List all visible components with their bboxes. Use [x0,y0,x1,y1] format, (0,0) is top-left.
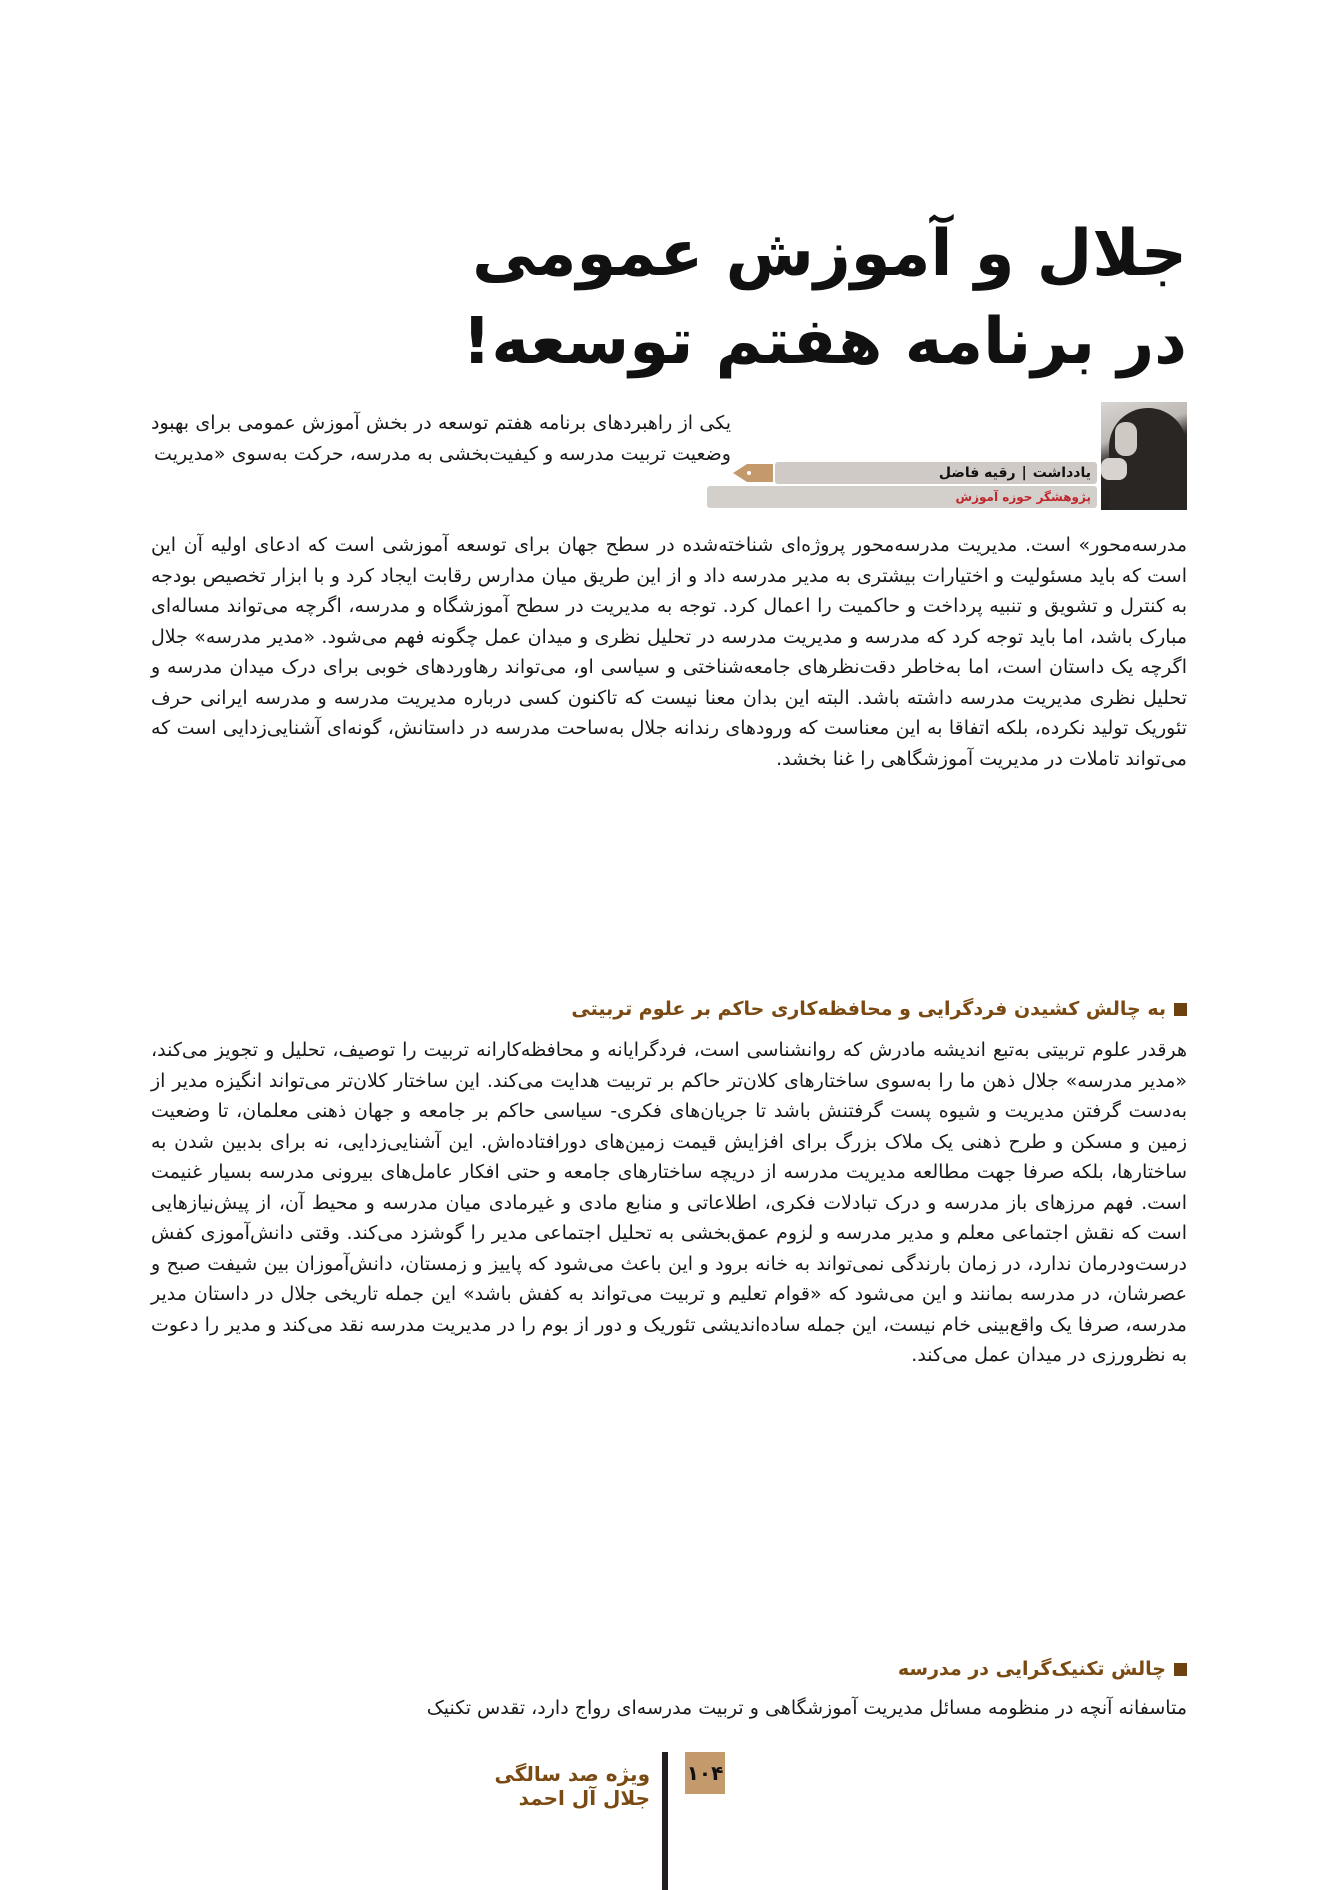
title-line-2: در برنامه هفتم توسعه! [462,305,1187,379]
square-bullet-icon [1174,1003,1187,1016]
photo-hand-shape [1101,458,1127,480]
series-label [470,1762,650,1810]
article-title [287,210,1187,386]
square-bullet-icon [1174,1663,1187,1676]
footer-divider [662,1752,668,1890]
section-heading-1-text: به چالش کشیدن فردگرایی و محافظه‌کاری حاکم بر علوم تربیتی [571,998,1166,1020]
pen-nib-icon [733,462,773,484]
page-number: ۱۰۴ [685,1752,725,1794]
author-photo [1101,402,1187,510]
byline-separator: | [1021,465,1027,481]
section-heading-1 [571,995,1187,1023]
author-role: پژوهشگر حوزه آموزش [707,486,1097,508]
intro-paragraph: یکی از راهبردهای برنامه هفتم توسعه در بخش آموزش عمومی برای بهبود وضعیت تربیت مدرسه و کیفیت‌بخشی به مدرسه، حرکت به‌سوی «مدیریت [151,412,731,465]
byline-bar [775,462,1097,484]
body-paragraph-1: مدرسه‌محور» است. مدیریت مدرسه‌محور پروژه‌ای شناخته‌شده در سطح جهان برای توسعه آموزشی است که ادعای اولیه آن این است که باید مسئولیت و اختیارات بیشتری به مدیر مدرسه داد و از این طریق میان مدارس رقابت ایجاد کرد و با ابزار تخصیص بودجه به کنترل و تشویق و تنبیه پرداخت و حاکمیت را اعمال کرد. توجه به مدیریت در سطح آموزشگاه و مدرسه، اگرچه می‌تواند مساله‌ای مبارک باشد، اما باید توجه کرد که مدرسه و مدیریت مدرسه در تحلیل نظری و میدان عمل چگونه فهم می‌شود. «مدیر مدرسه» جلال اگرچه یک داستان است، اما به‌خاطر دقت‌نظرهای جامعه‌شناختی و سیاسی او، می‌تواند رهاوردهای خوبی برای درک میدان مدرسه و تحلیل نظری مدیریت مدرسه داشته باشد. البته این بدان معنا نیست که تاکنون کسی درباره مدیریت مدرسه و مدرسه ایرانی حرف تئوریک تولید نکرده، بلکه اتفاقا به این معناست که ورودهای رندانه جلال به‌ساحت مدرسه در داستانش، گونه‌ای آشنایی‌زدایی است که می‌تواند تاملات در مدیریت آموزشگاهی را غنا بخشد. [151,534,1187,770]
section-heading-2 [898,1655,1187,1683]
byline-block [767,402,1187,510]
photo-face-shape [1115,422,1137,456]
title-line-1: جلال و آموزش عمومی [472,217,1187,291]
body-paragraph-3: متاسفانه آنچه در منظومه مسائل مدیریت آموزشگاهی و تربیت مدرسه‌ای رواج دارد، تقدس تکنیک [426,1697,1187,1719]
series-line-2: جلال آل احمد [518,1786,650,1810]
section-heading-2-text: چالش تکنیک‌گرایی در مدرسه [897,1658,1166,1680]
byline-label: یادداشت [1032,465,1091,481]
author-name: رقیه فاضل [938,465,1016,481]
body-paragraph-2: هرقدر علوم تربیتی به‌تبع اندیشه مادرش که روانشناسی است، فردگرایانه و محافظه‌کارانه تربیت را توصیف، تحلیل و تجویز می‌کند، «مدیر مدرسه» جلال ذهن ما را به‌سوی ساختارهای کلان‌تر حاکم بر تربیت هدایت می‌کند. این ساختار کلان‌تر می‌تواند انگیزه مدیر از به‌دست گرفتن مدیریت و شیوه پست گرفتنش باشد تا جریان‌های فکری- سیاسی حاکم بر جامعه و جهان ذهنی معلمان، تا وضعیت زمین و مسکن و طرح ذهنی یک ملاک بزرگ برای افزایش قیمت زمین‌های دورافتاده‌اش. این آشنایی‌زدایی، نه برای بدبین شدن به ساختارها، بلکه صرفا جهت مطالعه مدیریت مدرسه از دریچه ساختارهای جامعه و حتی افکار عامل‌های بیرونی مدرسه بسیار غنیمت است. فهم مرزهای باز مدرسه و درک تبادلات فکری، اطلاعاتی و منابع مادی و غیرمادی میان مدرسه و محیط آن، از پیش‌نیازهایی است که نقش اجتماعی معلم و مدیر مدرسه و لزوم عمق‌بخشی به تحلیل اجتماعی مدیر را گوشزد می‌کند. وقتی دانش‌آموزی کفش درست‌ودرمان ندارد، در زمان بارندگی نمی‌تواند به خانه برود و این باعث می‌شود که پاییز و زمستان، دانش‌آموزان بین شیفت صبح و عصرشان، در مدرسه بمانند و این می‌شود که «قوام تعلیم و تربیت می‌تواند به کفش باشد» این جمله تاریخی جلال در داستان مدیر مدرسه، صرفا یک واقع‌بینی خام نیست، این جمله ساده‌اندیشی تئوریک و دور از بوم را در مدیریت مدرسه نقد می‌کند و مدیر را دعوت به نظرورزی در میدان عمل می‌کند. [151,1039,1187,1366]
series-line-1: ویژه صد سالگی [494,1762,650,1786]
